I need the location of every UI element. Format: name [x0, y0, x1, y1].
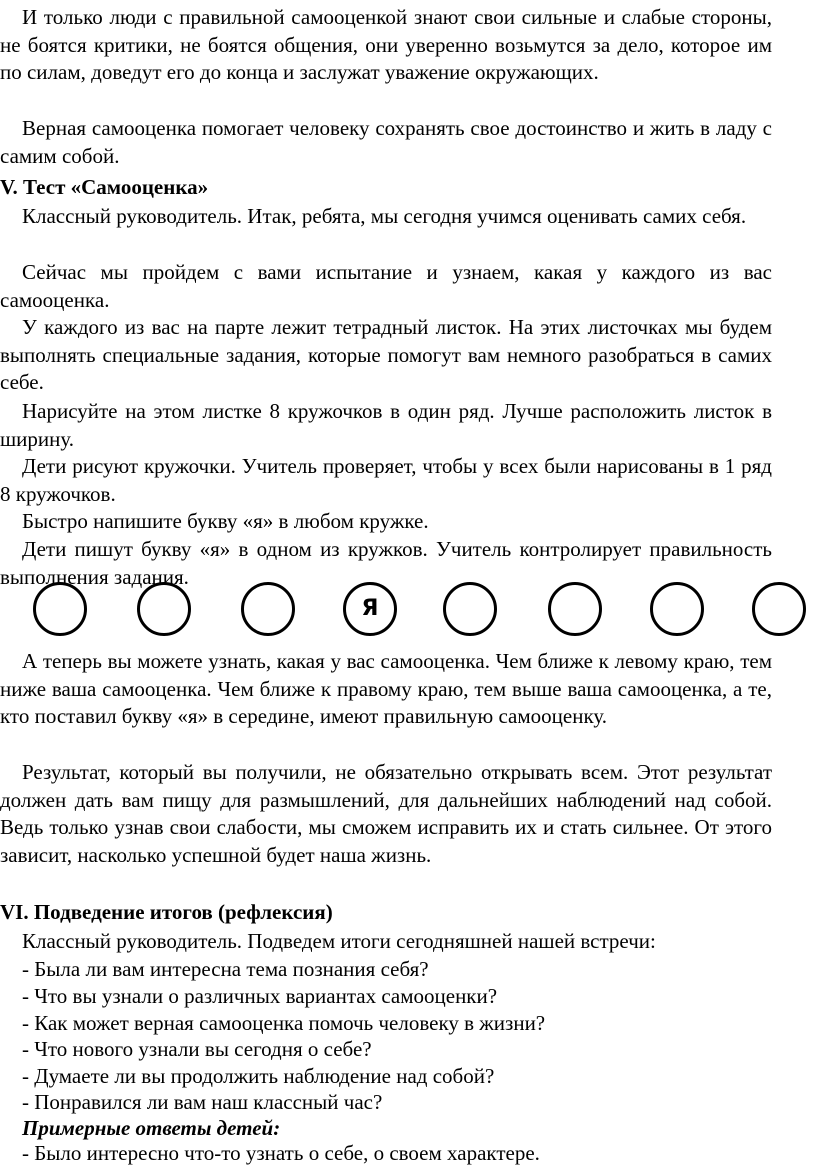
question-5: - Думаете ли вы продолжить наблюдение над собой? [22, 1064, 495, 1088]
circle-5 [443, 582, 497, 636]
circle-3 [241, 582, 295, 636]
circle-2 [137, 582, 191, 636]
paragraph-notebook-sheet: У каждого из вас на парте лежит тетрадный листок. На этих листочках мы будем выполнять специальные задания, которые помогут вам немного разобраться в самих себе. [0, 315, 772, 395]
paragraph-result-meaning: А теперь вы можете узнать, какая у вас самооценка. Чем ближе к левому краю, тем ниже ваша самооценка. Чем ближе к правому краю, тем выше ваша самооценка, а те, кто поставил букву «я» в середине, имеют правильную самооценку. [0, 649, 772, 729]
section-heading-reflection: VI. Подведение итогов (рефлексия) [0, 900, 333, 924]
circle-6 [548, 582, 602, 636]
paragraph-test-intro: Сейчас мы пройдем с вами испытание и узнаем, какая у каждого из вас самооценка. [0, 260, 772, 312]
paragraph-self-esteem-dignity: Верная самооценка помогает человеку сохранять свое достоинство и жить в ладу с самим собой. [0, 116, 772, 168]
circle-1 [33, 582, 87, 636]
circle-4-marked [343, 582, 397, 636]
question-1: - Была ли вам интересна тема познания себя? [22, 957, 429, 981]
question-3: - Как может верная самооценка помочь человеку в жизни? [22, 1011, 546, 1035]
answers-heading: Примерные ответы детей: [22, 1116, 281, 1140]
question-4: - Что нового узнали вы сегодня о себе? [22, 1037, 372, 1061]
paragraph-result-reflection: Результат, который вы получили, не обязательно открывать всем. Этот результат должен дать вам пищу для размышлений, для дальнейших наблюдений над собой. Ведь только узнав свои слабости, мы сможем исправить их и стать сильнее. От этого зависит, насколько успешной будет наша жизнь. [0, 760, 772, 867]
line-teacher-summary: Классный руководитель. Подведем итоги сегодняшней нашей встречи: [22, 929, 656, 953]
circle-7 [650, 582, 704, 636]
paragraph-draw-circles: Нарисуйте на этом листке 8 кружочков в один ряд. Лучше расположить листок в ширину. [0, 399, 772, 451]
paragraph-write-letter: Быстро напишите букву «я» в любом кружке. [22, 509, 429, 533]
paragraph-children-draw: Дети рисуют кружочки. Учитель проверяет, чтобы у всех были нарисованы в 1 ряд 8 кружочков. [0, 454, 772, 506]
circle-letter-ya: Я [361, 596, 379, 621]
section-heading-test: V. Тест «Самооценка» [0, 175, 209, 199]
circle-8 [752, 582, 806, 636]
paragraph-self-esteem-people: И только люди с правильной самооценкой знают свои сильные и слабые стороны, не боятся критики, не боятся общения, они уверенно возьмутся за дело, которое им по силам, доведут его до конца и заслужат уважение окружающих. [0, 5, 772, 85]
paragraph-teacher-intro: Классный руководитель. Итак, ребята, мы сегодня учимся оценивать самих себя. [22, 204, 747, 228]
question-6: - Понравился ли вам наш классный час? [22, 1090, 383, 1114]
answer-1: - Было интересно что-то узнать о себе, о своем характере. [22, 1141, 540, 1165]
question-2: - Что вы узнали о различных вариантах самооценки? [22, 984, 498, 1008]
paragraph-children-write: Дети пишут букву «я» в одном из кружков. Учитель контролирует правильность выполнения задания. [0, 537, 772, 589]
circles-row-illustration [0, 582, 816, 646]
